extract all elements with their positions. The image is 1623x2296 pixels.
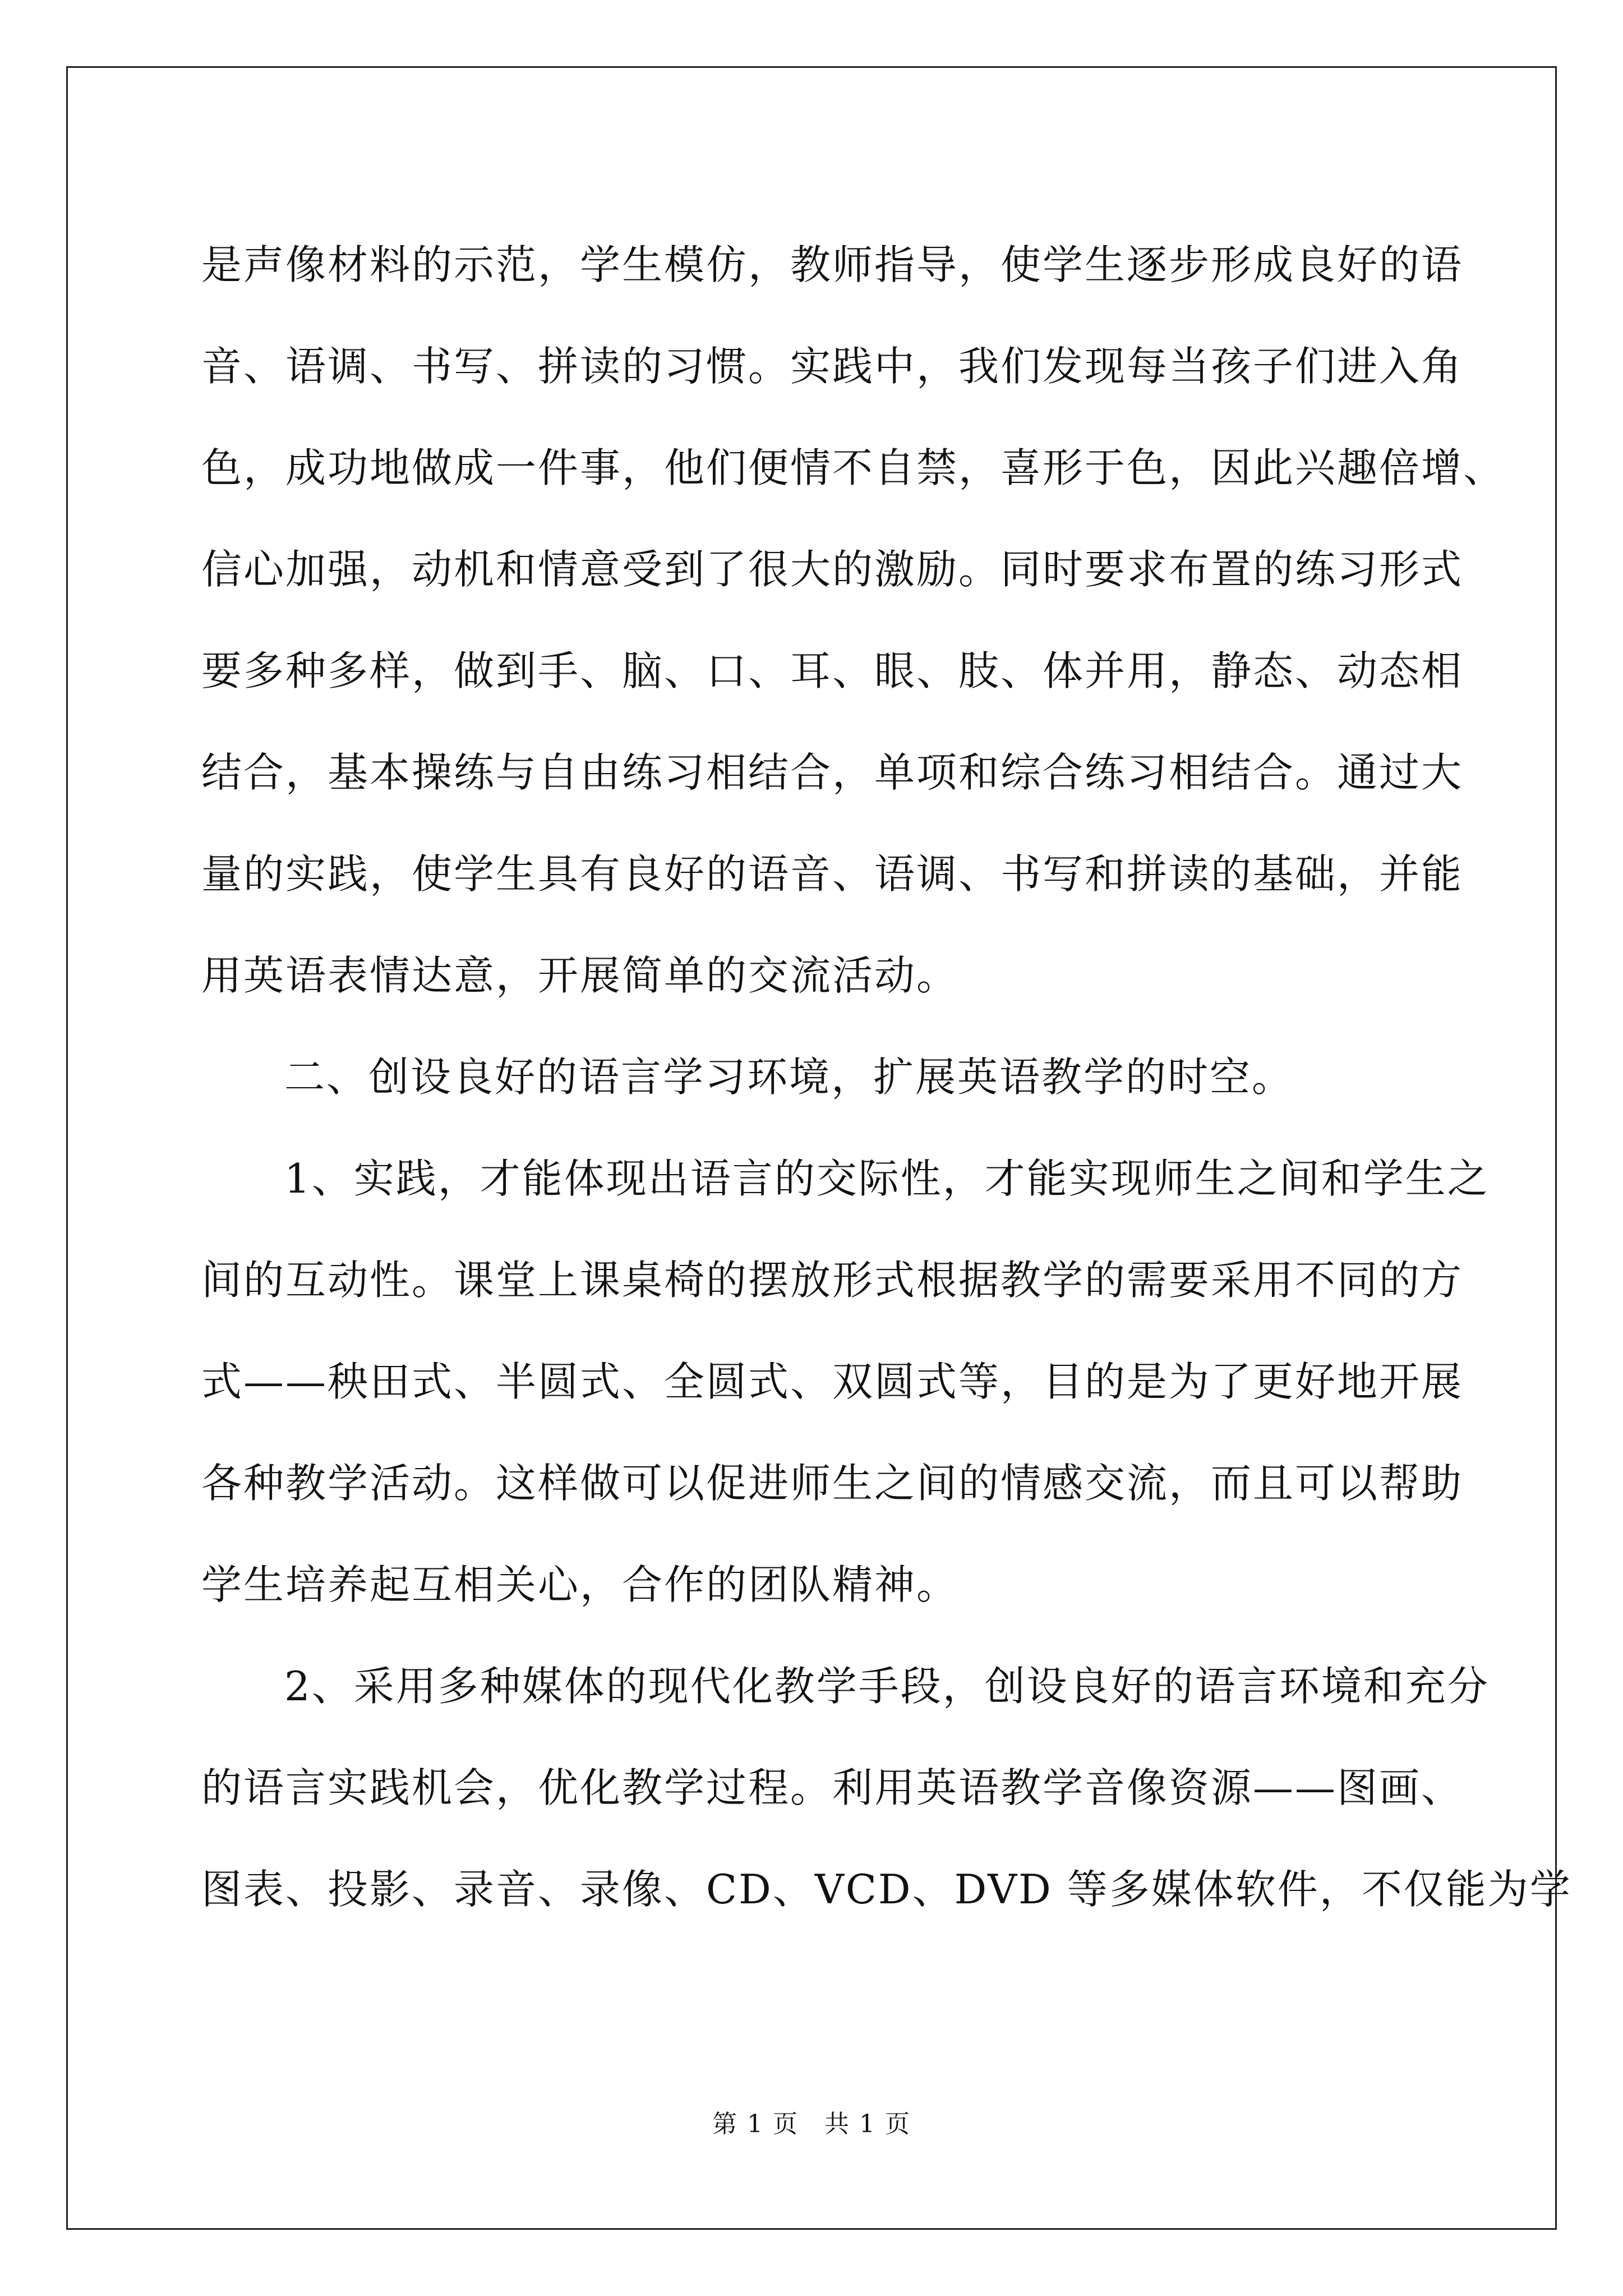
text-line: 量的实践，使学生具有良好的语音、语调、书写和拼读的基础，并能 [201,850,1464,898]
text-line: 的语言实践机会，优化教学过程。利用英语教学音像资源——图画、 [201,1764,1464,1811]
text-line: 信心加强，动机和情意受到了很大的激励。同时要求布置的练习形式 [201,546,1464,593]
text-line: 二、创设良好的语言学习环境，扩展英语教学的时空。 [284,1053,1294,1101]
text-line: 是声像材料的示范，学生模仿，教师指导，使学生逐步形成良好的语 [201,241,1464,288]
text-line: 用英语表情达意，开展简单的交流活动。 [201,952,959,999]
text-line: 结合，基本操练与自由练习相结合，单项和综合练习相结合。通过大 [201,749,1464,796]
page-footer: 第 1 页 共 1 页 [712,2110,911,2138]
text-line: 色，成功地做成一件事，他们便情不自禁，喜形于色，因此兴趣倍增、 [201,444,1506,491]
text-line: 间的互动性。课堂上课桌椅的摆放形式根据教学的需要采用不同的方 [201,1257,1464,1304]
text-line: 音、语调、书写、拼读的习惯。实践中，我们发现每当孩子们进入角 [201,343,1464,390]
document-body [201,214,1572,1940]
text-line: 各种教学活动。这样做可以促进师生之间的情感交流，而且可以帮助 [201,1460,1464,1507]
text-line: 要多种多样，做到手、脑、口、耳、眼、肢、体并用，静态、动态相 [201,647,1464,694]
text-line: 学生培养起互相关心，合作的团队精神。 [201,1561,959,1608]
text-line: 图表、投影、录音、录像、CD、VCD、DVD 等多媒体软件，不仅能为学 [201,1866,1572,1913]
text-line: 式——秧田式、半圆式、全圆式、双圆式等，目的是为了更好地开展 [201,1358,1464,1405]
text-line: 2、采用多种媒体的现代化教学手段，创设良好的语言环境和充分 [284,1663,1490,1710]
text-line: 1、实践，才能体现出语言的交际性，才能实现师生之间和学生之 [284,1155,1490,1202]
